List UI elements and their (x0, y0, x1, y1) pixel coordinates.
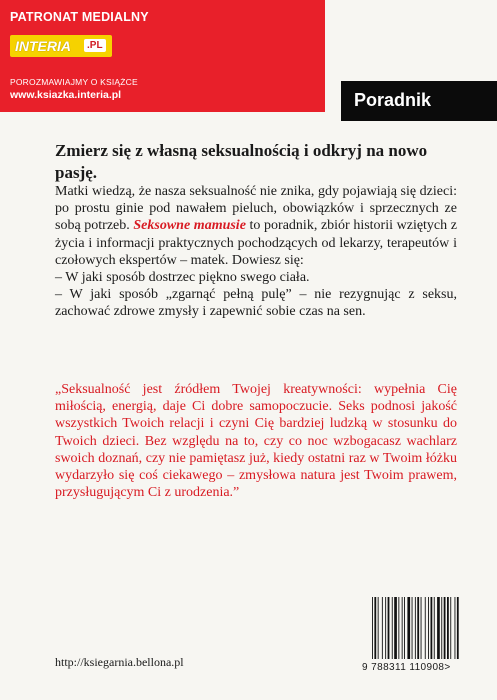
banner-tagline: POROZMAWIAJMY O KSIĄŻCE (10, 77, 138, 87)
patronat-label: PATRONAT MEDIALNY (10, 10, 149, 24)
isbn-number (362, 662, 451, 673)
banner-url: www.ksiazka.interia.pl (10, 89, 122, 101)
page-heading: Zmierz się z własną seksualnością i odkryj na nowo pasję. (55, 141, 428, 182)
category-label: Poradnik (354, 90, 432, 110)
description-part1: Matki wiedzą, że nasza seksualność nie znika, gdy pojawiają się dzieci: po prostu ginie pod nawałem pieluch, obowiązków i sprzecznych ze sobą potrzeb. (55, 184, 457, 234)
description (55, 183, 457, 321)
logo-suffix: .PL (84, 39, 106, 52)
media-patron-banner (0, 0, 325, 112)
bullet-2: – W jaki sposób „zgarnąć pełną pulę” – nie rezygnując z seksu, zachować zdrowe zmysły i zapewnić sobie czas na sen. (55, 287, 457, 320)
publisher-url: http://ksiegarnia.bellona.pl (55, 655, 184, 669)
red-quote: „Seksualność jest źródłem Twojej kreatywności: wypełnia Cię miłością, energią, daje Ci dobre samopoczucie. Seks podnosi jakość wszystkich Twoich relacji i czyni Cię bardziej ludzką w stosunku do Twoich dzieci. Bez względu na to, czy co noc wzbogacasz wachlarz swoich doznań, czy nie pamiętasz już, kiedy ostatni raz w Twoim łóżku wydarzyło się coś ciekawego – zmysłowa natura jest Twoim prawem, przysługującym Ci z urodzenia.” (55, 382, 457, 501)
barcode-icon (370, 597, 480, 659)
book-title-emphasis: Seksowne mamusie (133, 218, 246, 234)
description-part2: to poradnik, zbiór historii wziętych z życia i informacji praktycznych pochodzących od lekarzy, terapeutów i czołowych ekspertów – matek. Dowiesz się: (55, 218, 457, 268)
category-box (341, 81, 497, 121)
isbn-arrow: > (444, 662, 451, 673)
logo-text: INTERIA (15, 38, 71, 54)
bullet-1: – W jaki sposób dostrzec piękno swego ciała. (55, 270, 310, 286)
interia-logo (10, 35, 112, 57)
description-paragraph (55, 183, 457, 269)
isbn-digits: 9 788311 110908 (362, 662, 445, 673)
